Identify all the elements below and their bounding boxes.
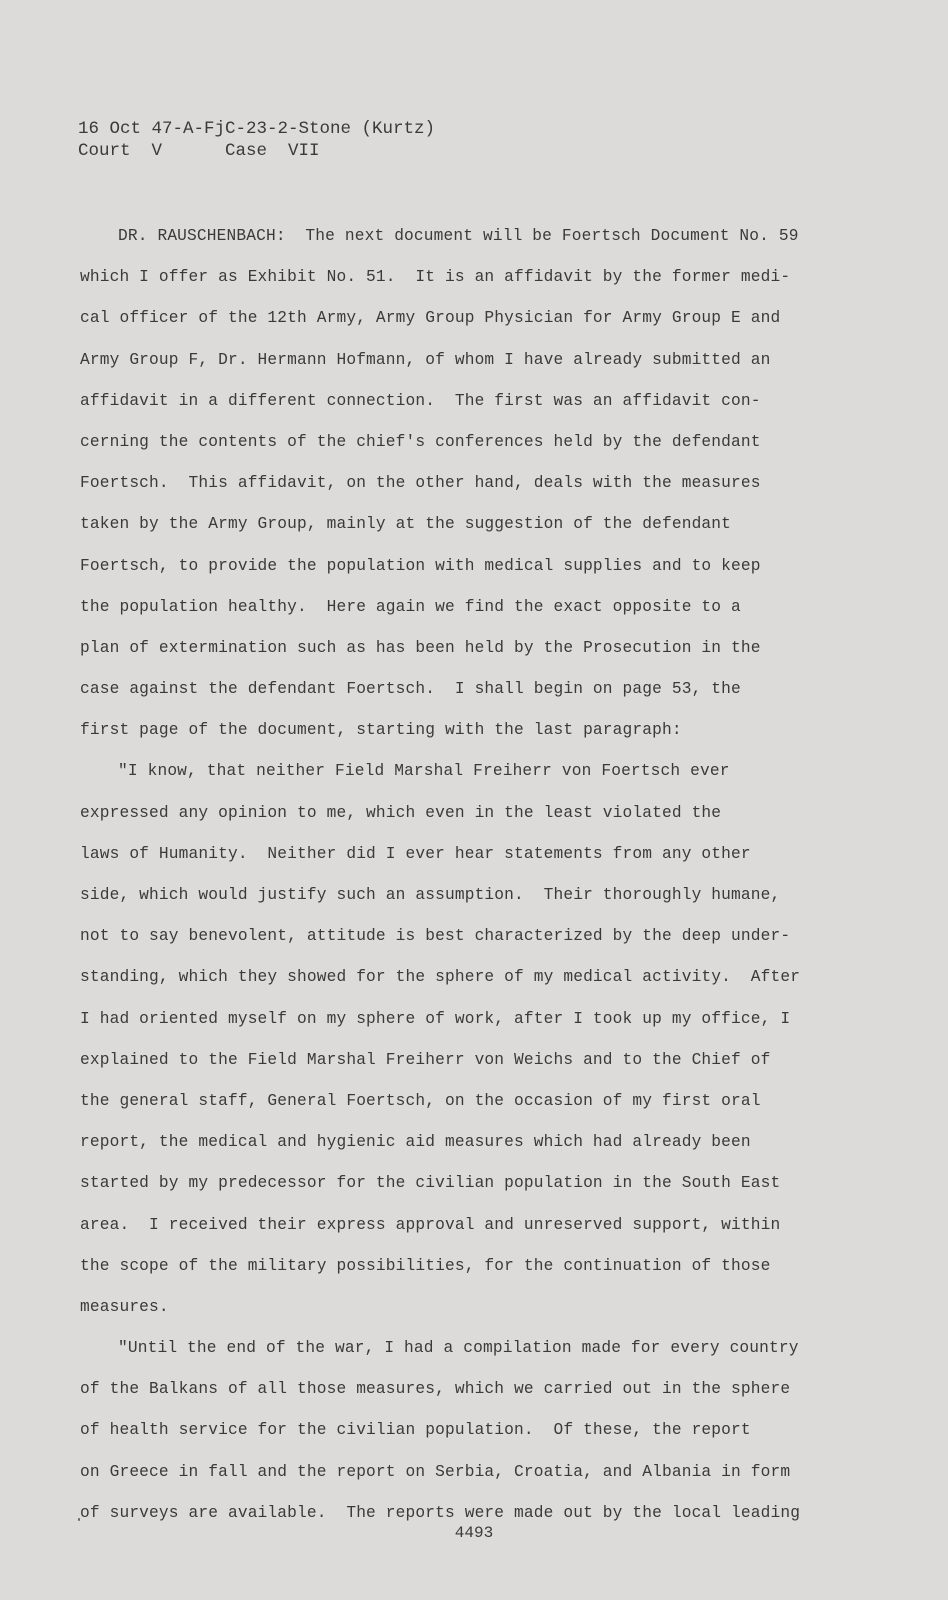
text-line: cal officer of the 12th Army, Army Group Physician for Army Group E and [80,309,781,328]
page-number: 4493 [454,1524,494,1542]
text-line: case against the defendant Foertsch. I shall begin on page 53, the [80,680,741,699]
text-line: of health service for the civilian population. Of these, the report [80,1421,751,1440]
text-line: standing, which they showed for the sphere of my medical activity. After [80,968,801,987]
text-line: Army Group F, Dr. Hermann Hofmann, of whom I have already submitted an [80,350,771,369]
text-line: the general staff, General Foertsch, on the occasion of my first oral [80,1091,761,1110]
text-line: Foertsch, to provide the population with medical supplies and to keep [80,556,761,575]
text-line: expressed any opinion to me, which even in the least violated the [80,803,722,822]
ink-speck [78,1518,80,1521]
text-line: "Until the end of the war, I had a compilation made for every country [118,1339,799,1358]
text-line: Foertsch. This affidavit, on the other hand, deals with the measures [80,474,761,493]
text-line: started by my predecessor for the civilian population in the South East [80,1174,781,1193]
text-line: of surveys are available. The reports were made out by the local leading [80,1503,801,1522]
text-line: DR. RAUSCHENBACH: The next document will be Foertsch Document No. 59 [118,227,799,245]
text-line: not to say benevolent, attitude is best characterized by the deep under- [80,927,791,946]
text-line: affidavit in a different connection. The first was an affidavit con- [80,391,761,410]
text-line: report, the medical and hygienic aid measures which had already been [80,1133,751,1152]
text-line: laws of Humanity. Neither did I ever hear statements from any other [80,844,751,863]
text-line: the population healthy. Here again we find the exact opposite to a [80,597,741,616]
text-line: of the Balkans of all those measures, which we carried out in the sphere [80,1380,791,1399]
text-line: the scope of the military possibilities, for the continuation of those [80,1256,771,1275]
document-header [78,118,435,162]
text-line: taken by the Army Group, mainly at the suggestion of the defendant [80,515,732,534]
text-line: explained to the Field Marshal Freiherr von Weichs and to the Chief of [80,1050,771,1069]
text-line: measures. [80,1297,169,1316]
text-line: on Greece in fall and the report on Serbia, Croatia, and Albania in form [80,1462,791,1481]
text-line: plan of extermination such as has been held by the Prosecution in the [80,638,761,657]
text-line: area. I received their express approval and unreserved support, within [80,1215,781,1234]
text-line: first page of the document, starting with the last paragraph: [80,721,682,740]
text-line: cerning the contents of the chief's conferences held by the defendant [80,432,761,451]
header-file-reference: 16 Oct 47-A-FjC-23-2-Stone (Kurtz) [78,119,436,139]
text-line: which I offer as Exhibit No. 51. It is an affidavit by the former medi- [80,268,791,287]
header-court-case: Court V Case VII [78,141,320,161]
text-line: "I know, that neither Field Marshal Freiherr von Foertsch ever [118,762,730,781]
text-line: side, which would justify such an assumption. Their thoroughly humane, [80,886,781,904]
transcript-body [80,216,840,1534]
text-line: I had oriented myself on my sphere of work, after I took up my office, I [80,1009,791,1028]
